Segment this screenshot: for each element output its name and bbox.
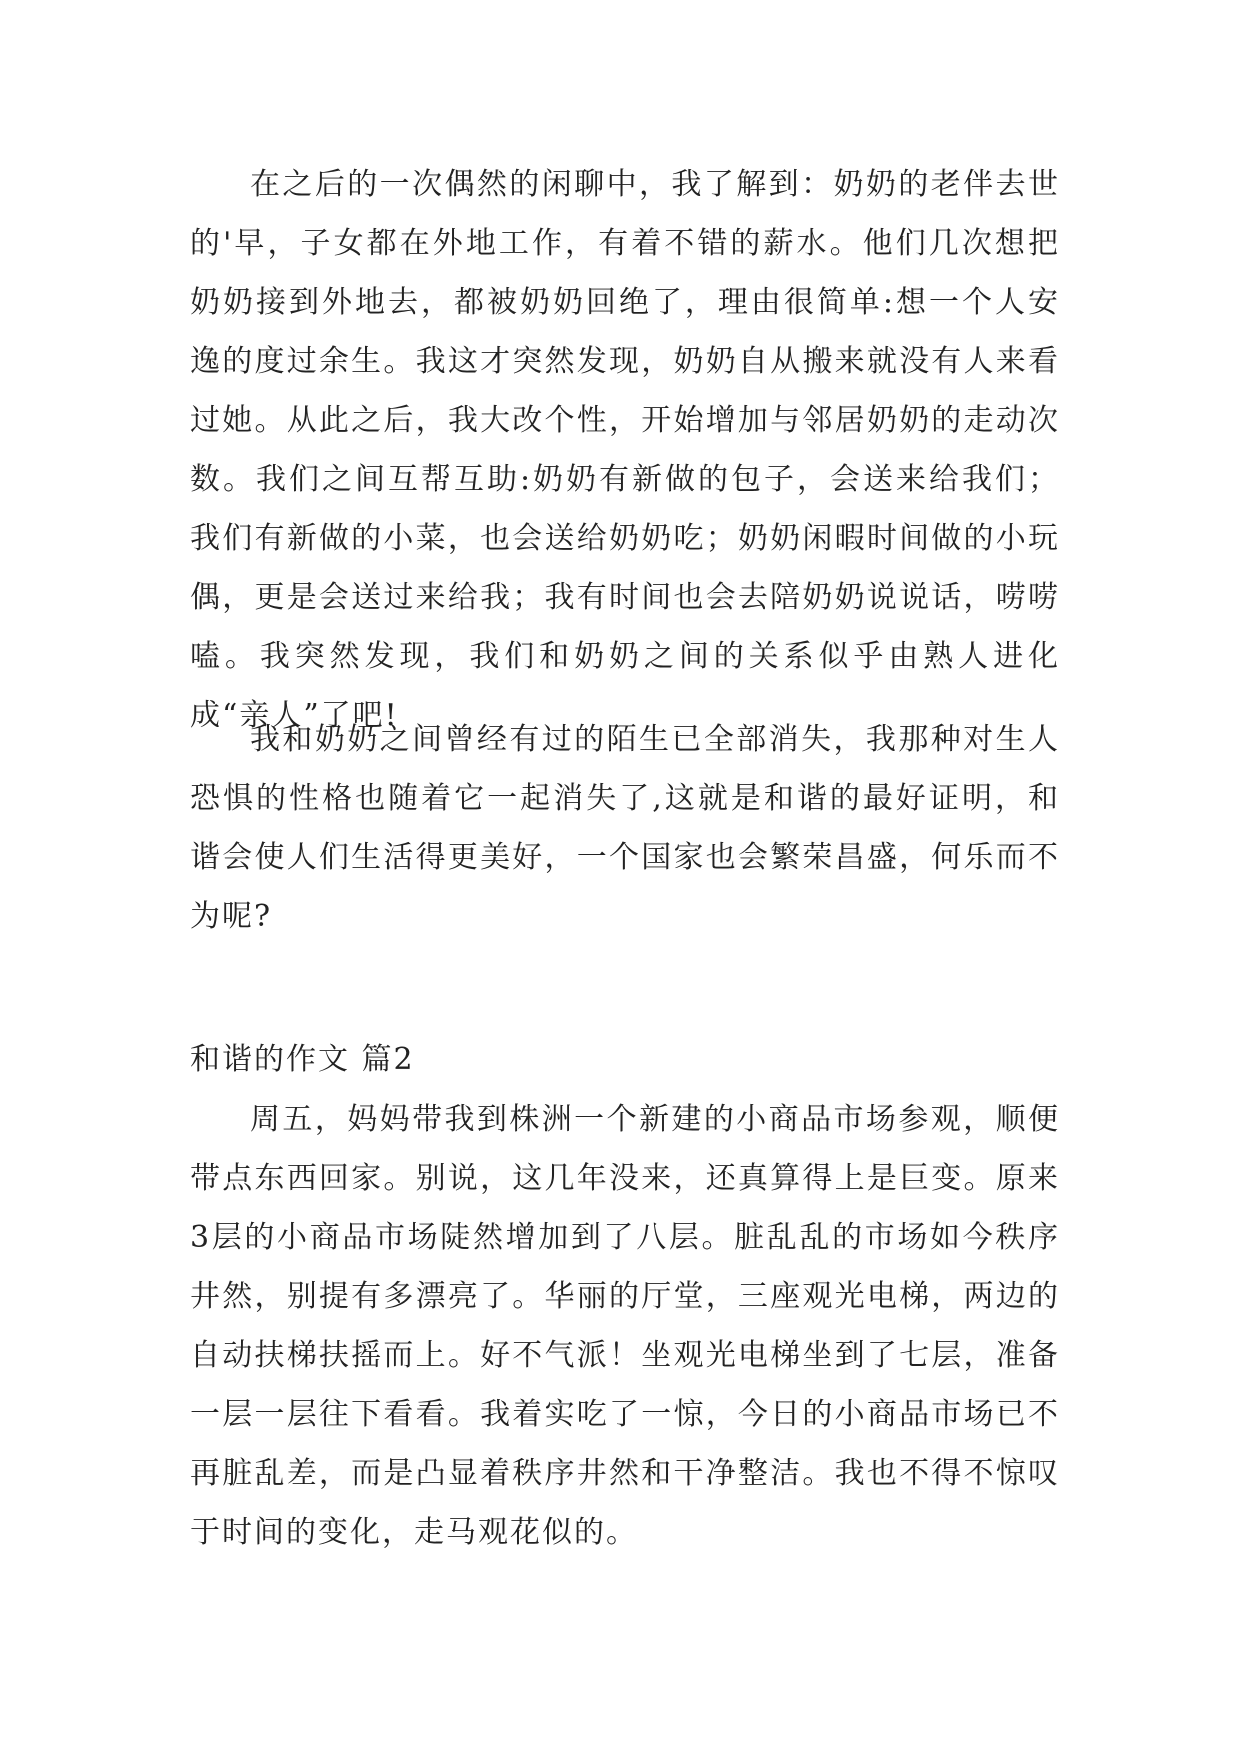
section-heading: 和谐的作文 篇2 [190,1042,415,1077]
article-body-part-2 [190,710,1060,946]
paragraph-neighbor-grandma: 在之后的一次偶然的闲聊中，我了解到：奶奶的老伴去世的'早，子女都在外地工作，有着不错的薪水。他们几次想把奶奶接到外地去，都被奶奶回绝了，理由很简单:想一个人安逸的度过余生。我这才突然发现，奶奶自从搬来就没有人来看过她。从此之后，我大改个性，开始增加与邻居奶奶的走动次数。我们之间互帮互助:奶奶有新做的包子，会送来给我们；我们有新做的小菜，也会送给奶奶吃；奶奶闲暇时间做的小玩偶，更是会送过来给我；我有时间也会去陪奶奶说说话，唠唠嗑。我突然发现，我们和奶奶之间的关系似乎由熟人进化成“亲人”了吧! [190,167,1060,733]
paragraph-market-visit: 周五，妈妈带我到株洲一个新建的小商品市场参观，顺便带点东西回家。别说，这几年没来，还真算得上是巨变。原来3层的小商品市场陡然增加到了八层。脏乱乱的市场如今秩序井然，别提有多漂亮了。华丽的厅堂，三座观光电梯，两边的自动扶梯扶摇而上。好不气派！坐观光电梯坐到了七层，准备一层一层往下看看。我着实吃了一惊，今日的小商品市场已不再脏乱差，而是凸显着秩序井然和干净整洁。我也不得不惊叹于时间的变化，走马观花似的。 [190,1102,1060,1550]
article-body-part-3 [190,1090,1060,1562]
article-body-part-1 [190,155,1060,745]
paragraph-harmony-conclusion: 我和奶奶之间曾经有过的陌生已全部消失，我那种对生人恐惧的性格也随着它一起消失了,这就是和谐的最好证明，和谐会使人们生活得更美好，一个国家也会繁荣昌盛，何乐而不为呢? [190,722,1060,934]
